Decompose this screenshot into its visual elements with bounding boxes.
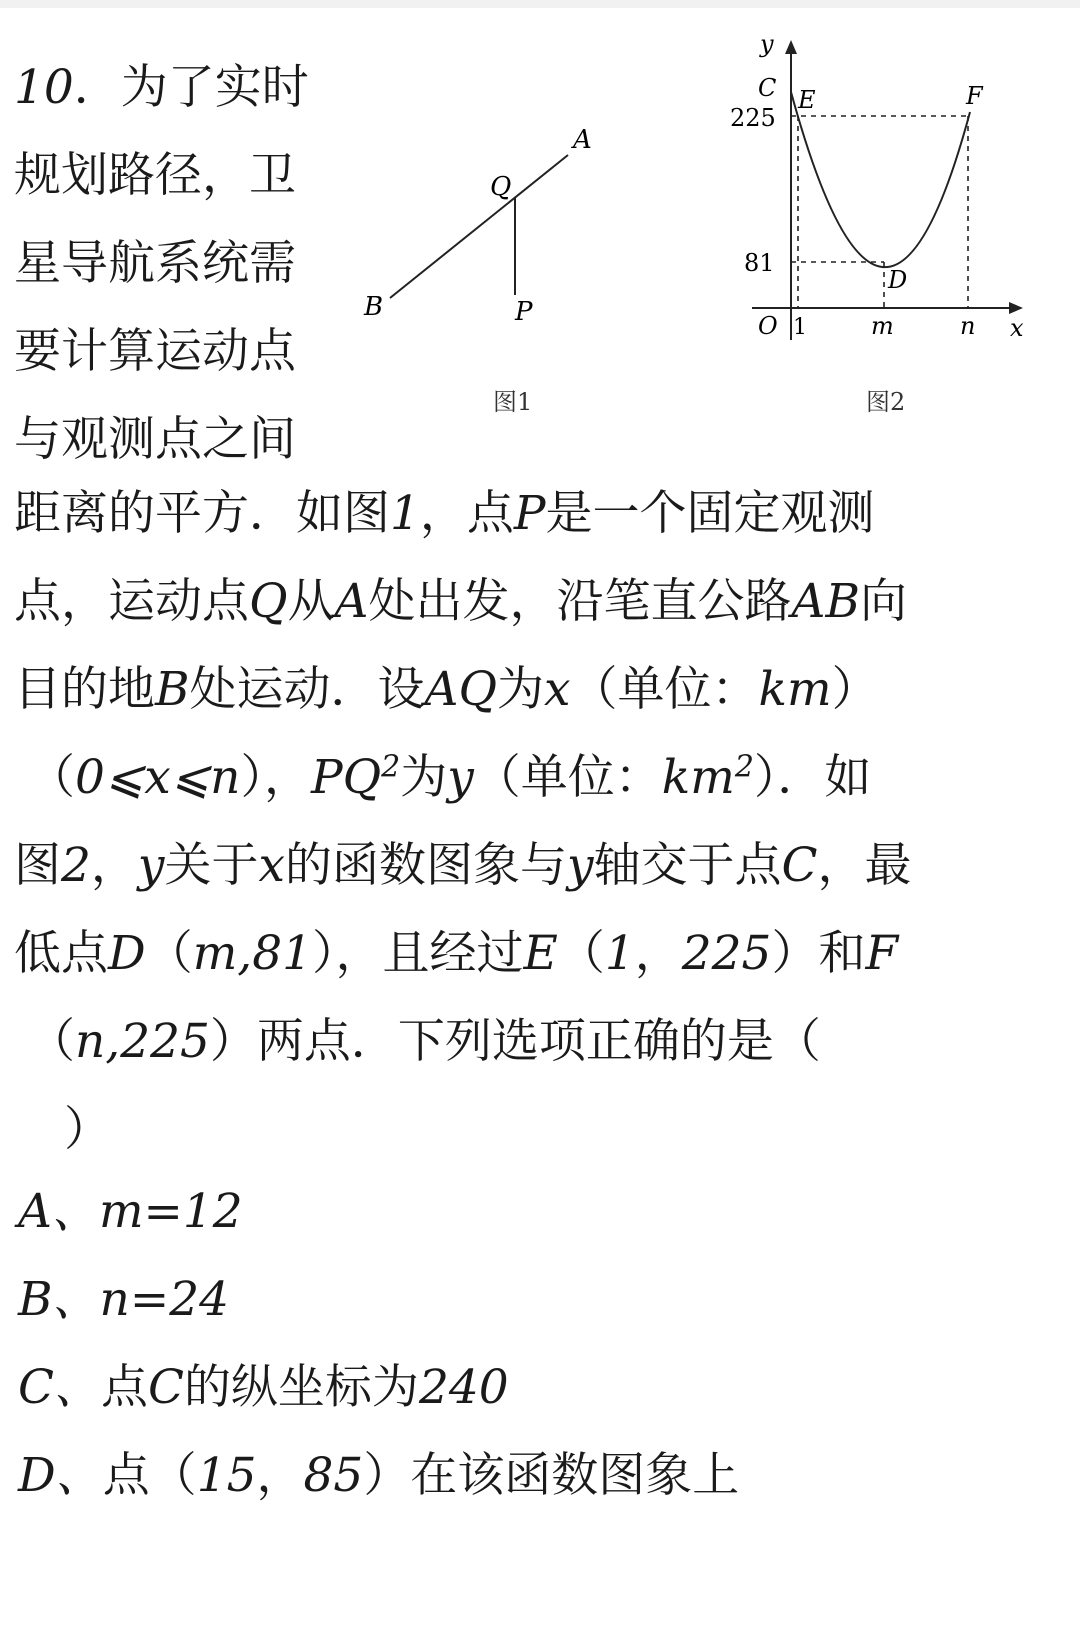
option-d[interactable]: D、点（15，85）在该函数图象上 (18, 1448, 740, 1503)
option-c[interactable]: C、点C的纵坐标为240 (18, 1360, 509, 1415)
label-D: D (888, 266, 908, 294)
x-axis-arrow (1009, 302, 1023, 314)
tick-n: n (960, 312, 976, 340)
label-P: P (515, 297, 533, 327)
figure-2 (720, 30, 1040, 420)
road-AB (390, 155, 568, 298)
tick-m: m (871, 312, 894, 340)
parabola-curve (791, 92, 970, 267)
body-line-4: （0⩽x⩽n），$PQ^2$为y（单位：$km^2$）．如 (28, 749, 872, 805)
body-line-7: （n,225）两点．下列选项正确的是（ (28, 1014, 821, 1069)
question-intro (14, 44, 344, 484)
label-F: F (966, 82, 983, 110)
label-y-axis: y (760, 30, 774, 58)
question-line-3: 星导航系统需 (14, 236, 296, 291)
label-E: E (798, 86, 816, 114)
option-a[interactable]: A、m=12 (18, 1184, 243, 1239)
figure-2-graph (720, 30, 1040, 360)
body-line-6: 低点D（m,81），且经过E（1，225）和F (14, 926, 899, 981)
label-origin: O (758, 312, 778, 340)
label-C: C (758, 74, 777, 102)
tick-225: 225 (730, 104, 776, 132)
figure-1-diagram (350, 110, 650, 370)
question-line-1: 10．为了实时 (14, 60, 309, 115)
answer-options (18, 1168, 1068, 1520)
y-axis-arrow (785, 40, 797, 54)
question-number: 10 (14, 60, 74, 115)
body-line-2: 点，运动点Q从A处出发，沿笔直公路AB向 (14, 574, 907, 629)
tick-1: 1 (793, 315, 807, 340)
top-divider (0, 0, 1080, 8)
figure-2-caption: 图2 (866, 388, 906, 416)
option-b[interactable]: B、n=24 (18, 1272, 230, 1327)
question-line-4: 要计算运动点 (14, 324, 296, 379)
tick-81: 81 (744, 249, 775, 277)
label-x-axis: x (1010, 314, 1024, 342)
body-line-8: ） (64, 1102, 111, 1157)
question-body (14, 470, 1069, 1174)
question-line-5: 与观测点之间 (14, 412, 296, 467)
figure-1 (350, 110, 650, 420)
question-line-2: 规划路径，卫 (14, 148, 296, 203)
body-line-3: 目的地B处运动．设AQ为x（单位：km） (14, 662, 879, 717)
figure-1-caption: 图1 (493, 388, 533, 416)
body-line-5: 图2，y关于x的函数图象与y轴交于点C，最 (14, 838, 912, 893)
label-A: A (573, 125, 592, 155)
body-line-1: 距离的平方．如图1，点P是一个固定观测 (14, 486, 875, 541)
label-Q: Q (490, 172, 512, 202)
label-B: B (364, 292, 384, 322)
